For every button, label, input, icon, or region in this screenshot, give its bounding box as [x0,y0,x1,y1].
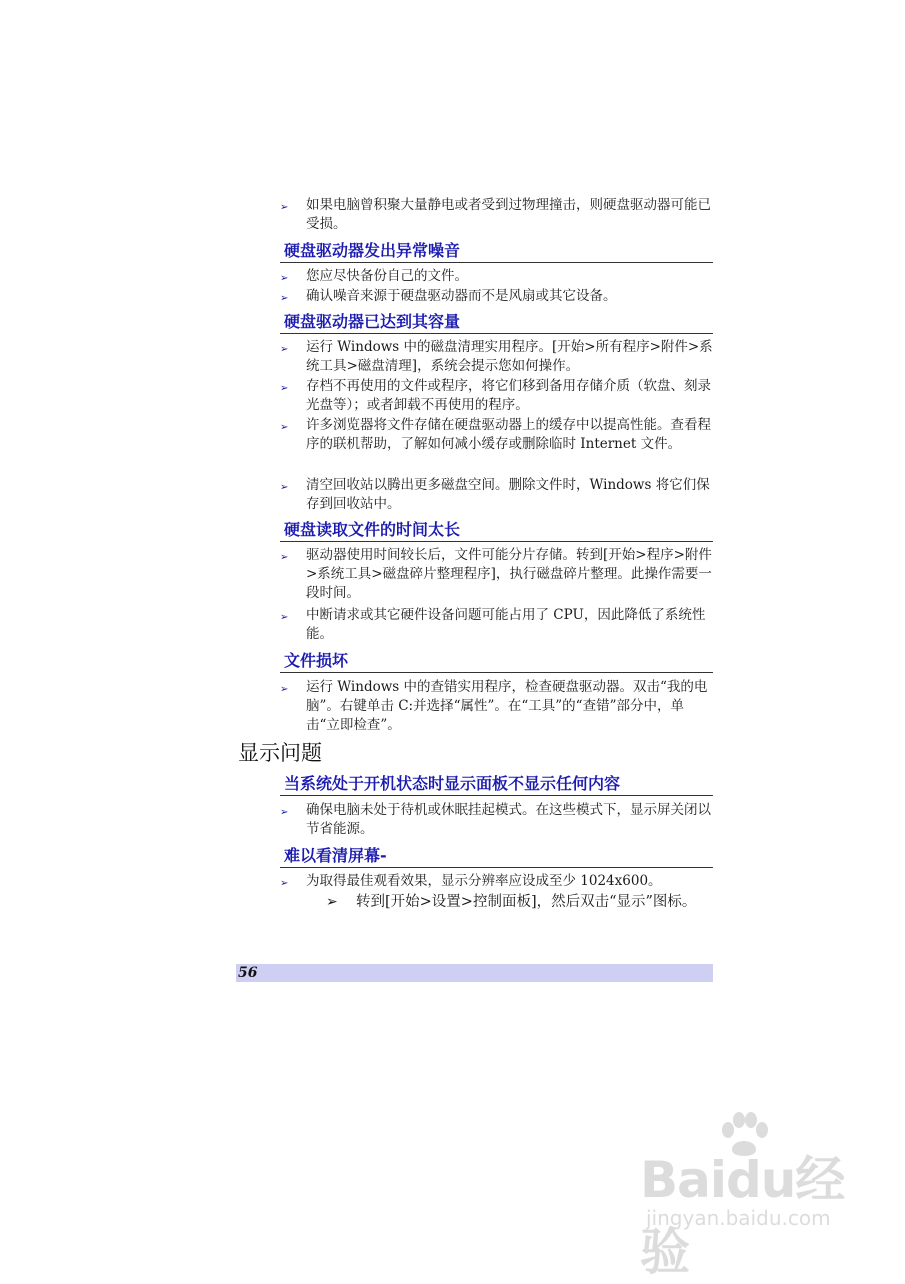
arrow-sub-bullet-icon: ➢ [326,894,338,910]
arrow-bullet-icon: ➢ [280,293,289,304]
heading-hdd-slow: 硬盘读取文件的时间太长 [280,519,713,542]
list-item: ➢ 许多浏览器将文件存储在硬盘驱动器上的缓存中以提高性能。查看程序的联机帮助，了解如何减小缓存或删除临时 Internet 文件。 [280,417,711,452]
arrow-bullet-icon: ➢ [280,422,289,433]
arrow-bullet-icon: ➢ [280,273,289,284]
arrow-bullet-icon: ➢ [280,807,289,818]
list-item: ➢ 如果电脑曾积聚大量静电或者受到过物理撞击，则硬盘驱动器可能已受损。 [280,197,711,232]
list-item: ➢ 确保电脑未处于待机或休眠挂起模式。在这些模式下，显示屏关闭以节省能源。 [280,802,711,837]
list-item: ➢ 清空回收站以腾出更多磁盘空间。删除文件时，Windows 将它们保存到回收站中。 [280,477,710,512]
watermark-url: jingyan.baidu.com [646,1206,831,1230]
list-item: ➢ 运行 Windows 中的磁盘清理实用程序。[开始>所有程序>附件>系统工具>磁盘清理]，系统会提示您如何操作。 [280,339,713,374]
watermark [640,1140,855,1281]
arrow-bullet-icon: ➢ [280,878,289,889]
footer-bar [236,964,713,982]
list-item: ➢ 运行 Windows 中的查错实用程序，检查硬盘驱动器。双击“我的电脑”。右键单击 C:并选择“属性”。在“工具”的“查错”部分中，单击“立即检查”。 [280,679,708,733]
list-item: ➢ 驱动器使用时间较长后，文件可能分片存储。转到[开始>程序>附件>系统工具>磁盘碎片整理程序]，执行磁盘碎片整理。此操作需要一段时间。 [280,547,712,601]
arrow-bullet-icon: ➢ [280,383,289,394]
sub-list-item: ➢ 转到[开始>设置>控制面板]，然后双击“显示”图标。 [326,892,710,913]
list-item: ➢ 存档不再使用的文件或程序，将它们移到备用存储介质（软盘、刻录光盘等）；或者卸载不再使用的程序。 [280,378,711,413]
heading-screen-hard: 难以看清屏幕- [280,845,713,868]
list-item: ➢ 为取得最佳观看效果，显示分辨率应设成至少 1024x600。 [280,872,713,891]
list-item: ➢ 中断请求或其它硬件设备问题可能占用了 CPU，因此降低了系统性能。 [280,607,706,642]
heading-display-blank: 当系统处于开机状态时显示面板不显示任何内容 [280,773,713,796]
section-title-display: 显示问题 [238,741,322,765]
heading-hdd-capacity: 硬盘驱动器已达到其容量 [280,311,713,334]
watermark-logo: Baidu经验 [640,1151,845,1281]
arrow-bullet-icon: ➢ [280,612,289,623]
arrow-bullet-icon: ➢ [280,552,289,563]
page-number: 56 [238,965,258,981]
heading-file-corrupt: 文件损坏 [280,650,713,673]
arrow-bullet-icon: ➢ [280,482,289,493]
list-item: ➢ 确认噪音来源于硬盘驱动器而不是风扇或其它设备。 [280,287,713,306]
heading-hdd-noise: 硬盘驱动器发出异常噪音 [280,240,713,263]
arrow-bullet-icon: ➢ [280,684,289,695]
arrow-bullet-icon: ➢ [280,344,289,355]
list-item: ➢ 您应尽快备份自己的文件。 [280,267,713,286]
arrow-bullet-icon: ➢ [280,202,289,213]
